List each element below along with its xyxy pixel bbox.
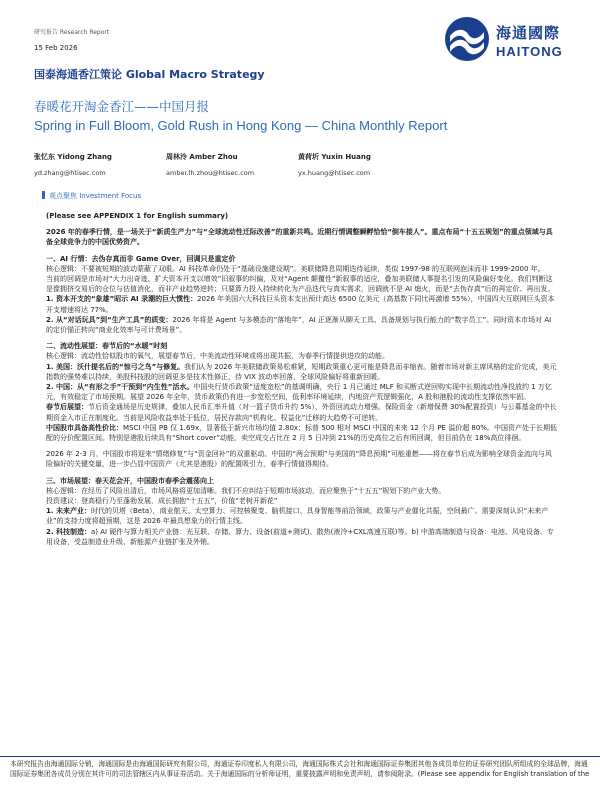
- section-2-core: 核心逻辑：流动性恰似股市的氧气，展望春节后，中美流动性环境或将出现共振，为春季行情提供进攻的动能。: [46, 352, 389, 361]
- point-title: 2. 从“对话玩具”到“生产工具”的质变：: [46, 315, 173, 324]
- haitong-wave-mark-icon: [444, 16, 490, 62]
- point-text: a) AI 硬件与算力相关产业链：光互联、存储、算力、设备(前道+测试)、散热(液冷+CXL高速互联)等。b) 中游高端制造与设备：电池、风电设备、专用设备，受益制造业升级、新能源产业链扩张及外销。: [46, 527, 554, 546]
- intro-paragraph: 2026 年的春季行情，是一场关于“新质生产力”与“全球流动性迁际改善”的重新共鸣。近期行情调整瞬孵恰恰“倒车接人”。重点布局“十五五规划”的重点领域与具备全球竞争力的中国优势资产。: [46, 228, 553, 247]
- point-title: 中国股市具备高性价比：: [46, 423, 123, 432]
- section-1-core: 核心逻辑：不要被短期的波动蒙蔽了双眼。AI 科技革命仍处于“基础设施建设期”。美联储降息周期迭待延续，类似 1997-98 的互联网泡沫而非 1999-2000 年。: [46, 264, 545, 273]
- author-name: 张忆东 Yidong Zhang: [34, 153, 112, 161]
- author-name: 周林泠 Amber Zhou: [166, 153, 238, 161]
- point-title: 1. 美国：沃什提名后的“惊弓之鸟”与修复。: [46, 362, 185, 371]
- section-1-title: 一、AI 行情：去伪存真而非 Game Over，回调只是重定价: [46, 254, 236, 263]
- report-body: [46, 211, 558, 547]
- section-3-core: 核心逻辑：在经历了风险出清后，市场风格将更加清晰。我们不应纠结于短期市场波动，而应聚焦于“十五五”规划下的产业大势。: [46, 486, 446, 495]
- point-title: 春节后展望：: [46, 403, 88, 412]
- logo-text-en: HAITONG: [496, 44, 563, 59]
- point-text: MSCI 中国 PB 仅 1.69x，显著低于新兴市场均值 2.80x；标普 500 相对 MSCI 中国的未来 12 个月 PE 溢价超 80%。中国资产处于长期低配的分价配置区间。特别是港股后续具有“Short cover”动能，卖空成交占比在 2 月 5 日冲到 21%的历史高位之后有所回调，但目前仍在 18%高位徘徊。: [46, 423, 557, 443]
- author-1: [34, 152, 112, 177]
- author-3: [298, 152, 371, 177]
- point-title: 2. 科技制造：: [46, 527, 91, 536]
- author-email[interactable]: yx.huang@htisec.com: [298, 169, 371, 177]
- section-2-summary: 2026 年 2-3 月，中国股市将迎来“情绪修复”与“资金回补”的双重驱动。中国的“两会预期”与美国的“降息预期”可能重燃——将在春节后成为影响全球资金流向与风险偏好的关键变量，进一步凸显中国资产（尤其是港股）的配置吸引力，春季行情值得期待。: [46, 450, 552, 469]
- section-2-point-3: [46, 402, 558, 422]
- report-date: 15 Feb 2026: [34, 44, 78, 52]
- section-2-point-1: [46, 362, 558, 382]
- point-title: 1. 资本开支的“象雄”昭示 AI 录潮的巨大惯性：: [46, 295, 198, 304]
- point-text: 2026 年美国六大科技巨头资本支出预计高达 6500 亿美元（高基数下同比再激增 55%），中国四大互联网巨头资本开支增速将达 77%。: [46, 295, 555, 314]
- report-category: 研究报告 Research Report: [34, 29, 110, 36]
- section-3-point-2: [46, 527, 558, 547]
- logo-text-cn: 海通國際: [496, 24, 561, 42]
- section-3-invest: 投资建议：登高稳行乃至蓬勃发展，成长拥抱“十五五”，价值“老树开新花”: [46, 497, 278, 506]
- section-2-title: 二、流动性展望：春节后的“水暖”时刻: [46, 342, 168, 351]
- footer-disclaimer: [0, 756, 600, 801]
- point-text: 时代的贝塔（Beta），商业航天、太空算力、可控核聚变、脑机接口、具身智能等前沿领域，政策与产业催化共振，空间最广。需要深刻认识“未来产业”的支持力度将超预期，这是 2026 年最具想象力的行情主线。: [46, 507, 549, 526]
- section-1-point-1: [46, 294, 558, 314]
- author-email[interactable]: amber.lh.zhou@htisec.com: [166, 169, 255, 177]
- author-email[interactable]: yd.zhang@htisec.com: [34, 169, 106, 177]
- point-title: 2. 中国：从“有形之手”干预到“内生性”活水。: [46, 383, 194, 392]
- haitong-logo: [444, 16, 584, 66]
- point-text: 节后资金通场是历史规律，叠加人民币汇率升值（对一篮子货币升约 5%），外资回流动力增强。保险资金（新增保费 30%配置投资）与公募基金的中长期资金入市正在制度化。当前是风险收益率处于低位，居民存款向“机构化、权益化”迁移的大趋势不可逆转。: [46, 403, 557, 422]
- focus-bar-icon: [42, 191, 45, 199]
- appendix-note: (Please see APPENDIX 1 for English summary): [46, 212, 229, 220]
- section-3-title: 三、市场展望：春天花会开，中国股市春季会震荡向上: [46, 476, 214, 485]
- section-2-point-4: [46, 423, 558, 443]
- report-series: 国泰海通香江策论 Global Macro Strategy: [34, 68, 265, 81]
- section-1-point-2: [46, 315, 558, 335]
- author-name: 黄荷圻 Yuxin Huang: [298, 153, 371, 161]
- point-text: 2026 年将是 Agent 与多模态的“落地年”，AI 正逐渐从聊天工具、具备规划与执行能力的“数字员工”。同时资本市场对 AI 的定价锚正转向“商业化效率与可计费场景”。: [46, 315, 552, 335]
- report-title-en: Spring in Full Bloom, Gold Rush in Hong Kong — China Monthly Report: [34, 118, 448, 133]
- section-1-paragraph: 当前的回调是市场对“大力出奇迹、扩大资本开支以增效”旧叙事的纠偏，及对“Agent 颠覆性”新叙事的适应，叠加美联储人事提名引发的风险偏好变化。我们判断这是像拥挤交易后的仓位与估值消化，而非产业趋势逆转；只要算力投入持续转化为产品迭代与真实需求，回调就不是 AI 熄火，而是“去伪存真”后的再定价、再出发。: [46, 275, 555, 294]
- focus-label: 观点聚焦 Investment Focus: [49, 192, 142, 200]
- point-title: 1. 未来产业：: [46, 507, 91, 516]
- disclaimer-text: 本研究报告由海通国际分销，海通国际是由海通国际研究有限公司，海通证券印度私人有限公司，海通国际株式会社和海通国际证券集团其他各成员单位的证券研究团队所组成的全球品牌，海通国际证券集团各成员分别在其许可的司法管辖区内从事证券活动。关于海通国际的分析师证明，重要披露声明和免责声明，请参阅附录。(Please see appendix for English translation of the: [10, 760, 590, 778]
- investment-focus-heading: [42, 191, 141, 201]
- section-2-point-2: [46, 382, 558, 402]
- point-text: 我们认为 2026 年美联储政策易松难紧，短期政策重心更可能是降息而非缩表。随着市场对新主席风格的定价完成，美元指数的强势难以持续，美股科技股的回调更多是技术性修正，待 VIX 波动率回落，全球风险偏好将重新回暖。: [46, 362, 557, 381]
- author-2: [166, 152, 254, 177]
- report-title-cn: 春暖花开淘金香江——中国月报: [34, 99, 210, 114]
- section-3-point-1: [46, 506, 558, 526]
- point-text: 中国央行货币政策“适度宽松”的基调明确，央行 1 月已通过 MLF 和买断式逆回购实现中长期流动性净投放约 1 万亿元，有效稳定了市场预期。展望 2026 年全年，货币政策仍有进一步宽松空间，低利率环境延续，内地资产荒逻辑强化，A 股和港股的流动性支撑依然牢固。: [46, 383, 552, 402]
